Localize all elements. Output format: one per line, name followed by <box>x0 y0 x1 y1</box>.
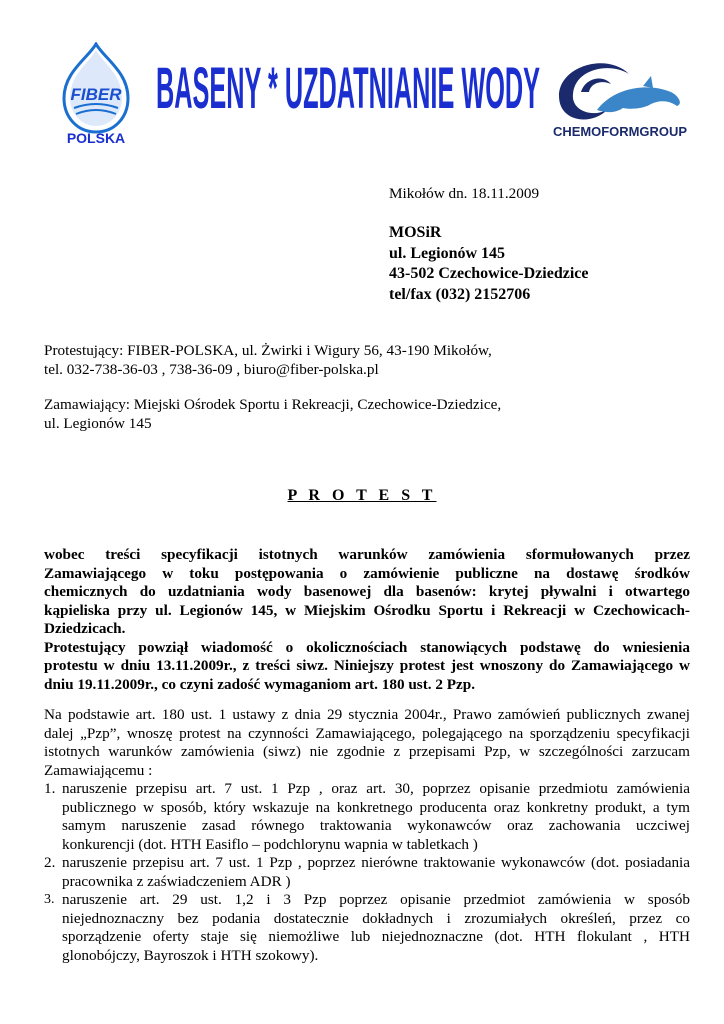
fiber-logo-subtext: POLSKA <box>66 130 126 146</box>
bold-line: wobec treści specyfikacji istotnych warunków zamówienia sformułowanych przez <box>44 546 690 563</box>
orderer-line-1: Zamawiający: Miejski Ośrodek Sportu i Rekreacji, Czechowice-Dziedzice, <box>44 396 502 413</box>
list-item-number: 2. <box>44 854 56 871</box>
list-item-line: pracownika z zaświadczeniem ADR ) <box>62 872 291 890</box>
list-item <box>0 891 724 965</box>
list-item-number: 1. <box>44 780 56 797</box>
list-item-line: niejednoznaczny bez podania dostatecznie dokładnych i zrozumiałych określeń, przez co <box>62 909 690 927</box>
header-banner <box>153 48 543 120</box>
list-item-line: sporządzenie oferty staje się niemożliwe lub niejednoznaczne (dot. HTH flokulant , HTH <box>62 928 690 945</box>
banner-title: BASENY * UZDATNIANIE WODY <box>156 56 540 120</box>
bold-line: Protestujący powziął wiadomość o okolicznościach stanowiących podstawę do wniesienia <box>44 638 690 656</box>
recipient-city: 43-502 Czechowice-Dziedzice <box>389 265 589 282</box>
document-title: P R O T E S T <box>287 487 437 504</box>
orderer-line-2: ul. Legionów 145 <box>44 414 152 432</box>
list-item-line: naruszenie przepisu art. 7 ust. 1 Pzp , poprzez nierówne traktowanie wykonawców (dot. posiadania <box>62 854 690 871</box>
list-item <box>0 780 724 854</box>
bold-line: protestu w dniu 13.11.2009r., z treści siwz. Niniejszy protest jest wnoszony do Zamawiającego w <box>44 657 690 674</box>
fiber-polska-logo <box>58 42 134 146</box>
intro-line: istotnych warunków zamówienia (siwz) nie zgodnie z przepisami Pzp, w szczególności zarzucam <box>44 743 690 760</box>
objections-list <box>0 780 724 965</box>
bold-line: dniu 19.11.2009r., co czyni zadość wymaganiom art. 180 ust. 2 Pzp. <box>44 675 476 693</box>
fiber-logo-text: FIBER <box>70 85 122 104</box>
protester-line-2: tel. 032-738-36-03 , 738-36-09 , biuro@fiber-polska.pl <box>44 360 379 378</box>
chemoform-logo <box>551 52 689 142</box>
intro-line: Na podstawie art. 180 ust. 1 ustawy z dnia 29 stycznia 2004r., Prawo zamówień publicznych zwanej <box>44 706 690 723</box>
list-item-line: glonobójczy, Bayroszok i HTH szokowy). <box>62 946 319 964</box>
bold-line: chemicznych do uzdatniania wody basenowej dla basenów: krytej pływalni i otwartego <box>44 583 690 600</box>
date-line: Mikołów dn. 18.11.2009 <box>389 185 540 202</box>
list-item <box>0 854 724 891</box>
bold-paragraph <box>44 546 690 694</box>
list-item-line: konkurencji (dot. HTH Easiflo – podchlorynu wapnia w tabletkach ) <box>62 835 478 853</box>
protester-block <box>44 342 492 379</box>
list-item-number: 3. <box>44 892 55 907</box>
bold-line: Dziedzicach. <box>44 620 126 637</box>
recipient-name: MOSiR <box>389 224 442 241</box>
bold-line: kąpieliska przy ul. Legionów 145, w Miejskim Ośrodku Sportu i Rekreacji w Czechowicach- <box>44 601 690 619</box>
list-item-line: publicznego w sposób, który wskazuje na konkretnego producenta oraz konkretny produkt, a tym <box>62 798 690 816</box>
intro-paragraph <box>44 706 690 780</box>
intro-line: dalej „Pzp”, wnoszę protest na czynności Zamawiającego, polegającego na sporządzeniu specyfikacji <box>44 724 690 742</box>
recipient-address <box>389 223 588 305</box>
intro-line: Zamawiającemu : <box>44 761 153 779</box>
orderer-block <box>44 396 501 433</box>
list-item-line: naruszenie art. 29 ust. 1,2 i 3 Pzp poprzez opisanie przedmiot zamówienia w sposób <box>62 891 690 908</box>
recipient-street: ul. Legionów 145 <box>389 244 506 262</box>
bold-line: Zamawiającego w toku postępowania o zamówienie publiczne na dostawę środków <box>44 564 690 582</box>
recipient-phone: tel/fax (032) 2152706 <box>389 285 531 303</box>
list-item-line: samym naruszenie zasad równego traktowania wykonawców oraz zachowania uczciwej <box>62 817 690 834</box>
list-item-line: naruszenie przepisu art. 7 ust. 1 Pzp , oraz art. 30, poprzez opisanie przedmiotu zamówienia <box>62 780 690 797</box>
protester-line-1: Protestujący: FIBER-POLSKA, ul. Żwirki i Wigury 56, 43-190 Mikołów, <box>44 342 492 359</box>
chemoform-logo-text: CHEMOFORMGROUP <box>553 124 688 139</box>
